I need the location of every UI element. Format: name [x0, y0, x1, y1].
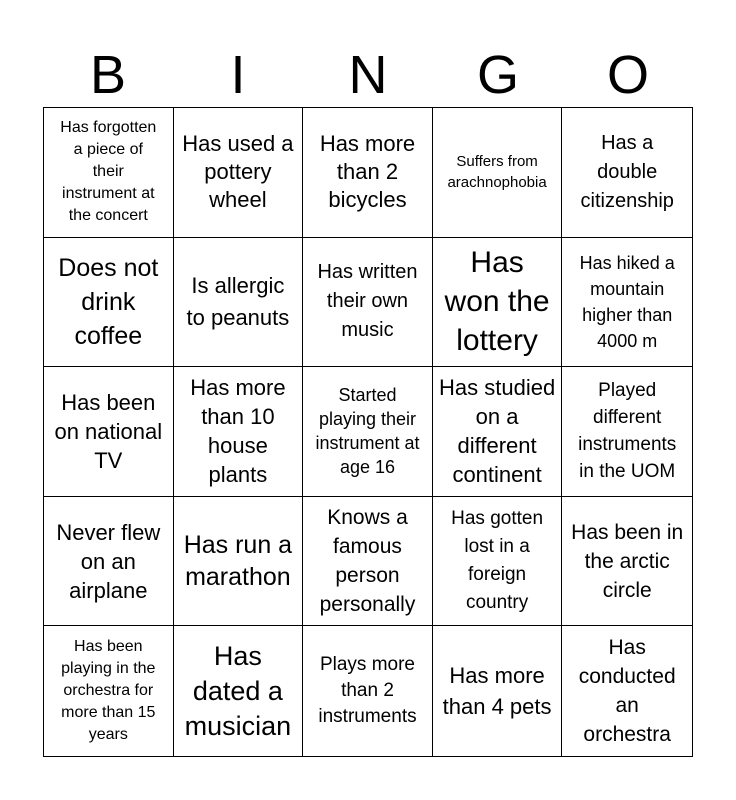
header-letter-i: I [230, 45, 246, 105]
bingo-cell[interactable] [562, 497, 692, 627]
bingo-cell[interactable] [303, 108, 433, 238]
cell-text: Has been playing in the orchestra for more than 15 years [61, 638, 156, 744]
cell-text: Has won the lottery [444, 246, 550, 358]
cell-text: Has hiked a mountain higher than 4000 m [579, 252, 675, 351]
bingo-cell[interactable] [44, 238, 174, 368]
bingo-cell[interactable] [433, 626, 563, 756]
bingo-cell[interactable] [44, 108, 174, 238]
bingo-cell[interactable] [562, 367, 692, 497]
bingo-cell[interactable] [44, 626, 174, 756]
bingo-cell[interactable] [303, 238, 433, 368]
cell-text: Has a double citizenship [580, 131, 674, 212]
cell-text: Has more than 10 house plants [190, 375, 286, 488]
header-letter-b: B [89, 45, 127, 105]
bingo-cell[interactable] [303, 497, 433, 627]
cell-text: Has been in the arctic circle [571, 520, 684, 602]
bingo-cell[interactable] [174, 108, 304, 238]
cell-text: Never flew on an airplane [56, 519, 161, 603]
bingo-cell[interactable] [174, 497, 304, 627]
cell-text: Has run a marathon [183, 531, 293, 592]
cell-text: Has studied on a different continent [439, 375, 556, 488]
cell-text: Has conducted an orchestra [578, 636, 676, 747]
bingo-cell[interactable] [303, 626, 433, 756]
cell-text: Plays more than 2 instruments [318, 654, 417, 728]
cell-text: Has more than 4 pets [442, 663, 552, 720]
cell-text: Has used a pottery wheel [182, 131, 294, 213]
cell-text: Suffers from arachnophobia [447, 153, 547, 192]
bingo-cell[interactable] [433, 108, 563, 238]
header-letter-o: O [606, 45, 649, 105]
cell-text: Does not drink coffee [58, 253, 159, 350]
bingo-cell[interactable] [562, 626, 692, 756]
bingo-cell[interactable] [433, 497, 563, 627]
cell-text: Played different instruments in the UOM [578, 380, 677, 483]
cell-text: Started playing their instrument at age 16 [315, 385, 420, 478]
header-letter-n: N [348, 45, 388, 105]
cell-text: Has more than 2 bicycles [319, 131, 416, 213]
bingo-cell[interactable] [174, 626, 304, 756]
cell-text: Has dated a musician [184, 640, 292, 741]
bingo-cell[interactable] [44, 497, 174, 627]
bingo-cell[interactable] [433, 238, 563, 368]
bingo-cell[interactable] [44, 367, 174, 497]
cell-text: Has been on national TV [54, 389, 163, 473]
header-letter-g: G [476, 45, 519, 105]
bingo-cell[interactable] [174, 367, 304, 497]
cell-text: Has gotten lost in a foreign country [451, 508, 544, 614]
bingo-header [43, 44, 693, 106]
bingo-cell[interactable] [174, 238, 304, 368]
cell-text: Has written their own music [317, 261, 418, 342]
bingo-cell[interactable] [433, 367, 563, 497]
bingo-cell[interactable] [562, 238, 692, 368]
bingo-card-grid [43, 107, 693, 757]
cell-text: Is allergic to peanuts [186, 272, 290, 330]
cell-text: Has forgotten a piece of their instrument at the concert [60, 119, 157, 225]
cell-text: Knows a famous person personally [319, 506, 416, 617]
bingo-cell[interactable] [562, 108, 692, 238]
bingo-cell[interactable] [303, 367, 433, 497]
